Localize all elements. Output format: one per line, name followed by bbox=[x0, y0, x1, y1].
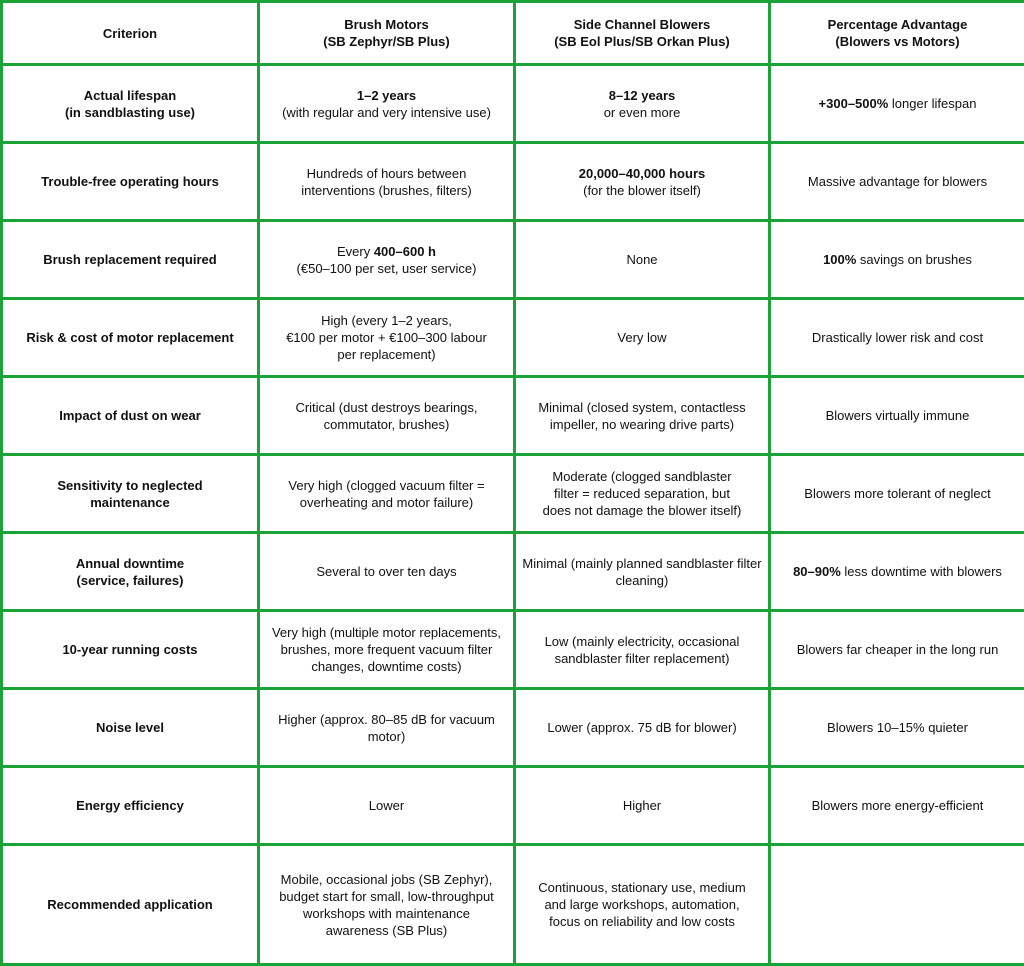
motors-maintenance: Very high (clogged vacuum filter = overheating and motor failure) bbox=[259, 455, 515, 533]
blowers-brushes: None bbox=[515, 221, 770, 299]
blowers-noise: Lower (approx. 75 dB for blower) bbox=[515, 689, 770, 767]
table-row bbox=[2, 689, 1024, 767]
advantage-downtime: 80–90% less downtime with blowers bbox=[770, 533, 1024, 611]
table-row bbox=[2, 455, 1024, 533]
criterion-application: Recommended application bbox=[2, 845, 259, 965]
table-row bbox=[2, 65, 1024, 143]
motors-downtime: Several to over ten days bbox=[259, 533, 515, 611]
header-brush-motors: Brush Motors (SB Zephyr/SB Plus) bbox=[259, 2, 515, 65]
header-side-channel-blowers: Side Channel Blowers (SB Eol Plus/SB Orkan Plus) bbox=[515, 2, 770, 65]
blowers-energy: Higher bbox=[515, 767, 770, 845]
header-percentage-advantage: Percentage Advantage (Blowers vs Motors) bbox=[770, 2, 1024, 65]
motors-hours: Hundreds of hours between interventions (brushes, filters) bbox=[259, 143, 515, 221]
motors-noise: Higher (approx. 80–85 dB for vacuum motor) bbox=[259, 689, 515, 767]
advantage-costs: Blowers far cheaper in the long run bbox=[770, 611, 1024, 689]
blowers-hours: 20,000–40,000 hours (for the blower itself) bbox=[515, 143, 770, 221]
table-row bbox=[2, 221, 1024, 299]
blowers-dust: Minimal (closed system, contactless impeller, no wearing drive parts) bbox=[515, 377, 770, 455]
header-row bbox=[2, 2, 1024, 65]
table-row bbox=[2, 377, 1024, 455]
table-row bbox=[2, 845, 1024, 965]
blowers-lifespan: 8–12 years or even more bbox=[515, 65, 770, 143]
blowers-maintenance: Moderate (clogged sandblaster filter = reduced separation, but does not damage the blower itself) bbox=[515, 455, 770, 533]
advantage-application bbox=[770, 845, 1024, 965]
criterion-noise: Noise level bbox=[2, 689, 259, 767]
advantage-dust: Blowers virtually immune bbox=[770, 377, 1024, 455]
blowers-risk: Very low bbox=[515, 299, 770, 377]
table-row bbox=[2, 533, 1024, 611]
advantage-maintenance: Blowers more tolerant of neglect bbox=[770, 455, 1024, 533]
table-row bbox=[2, 143, 1024, 221]
advantage-risk: Drastically lower risk and cost bbox=[770, 299, 1024, 377]
header-criterion: Criterion bbox=[2, 2, 259, 65]
motors-risk: High (every 1–2 years, €100 per motor + €100–300 labour per replacement) bbox=[259, 299, 515, 377]
blowers-application: Continuous, stationary use, medium and large workshops, automation, focus on reliability and low costs bbox=[515, 845, 770, 965]
advantage-energy: Blowers more energy-efficient bbox=[770, 767, 1024, 845]
advantage-brushes: 100% savings on brushes bbox=[770, 221, 1024, 299]
motors-costs: Very high (multiple motor replacements, brushes, more frequent vacuum filter changes, downtime costs) bbox=[259, 611, 515, 689]
advantage-noise: Blowers 10–15% quieter bbox=[770, 689, 1024, 767]
criterion-energy: Energy efficiency bbox=[2, 767, 259, 845]
criterion-downtime: Annual downtime (service, failures) bbox=[2, 533, 259, 611]
motors-application: Mobile, occasional jobs (SB Zephyr), budget start for small, low-throughput workshops with maintenance awareness (SB Plus) bbox=[259, 845, 515, 965]
table-row bbox=[2, 611, 1024, 689]
motors-lifespan: 1–2 years (with regular and very intensive use) bbox=[259, 65, 515, 143]
criterion-lifespan: Actual lifespan (in sandblasting use) bbox=[2, 65, 259, 143]
criterion-dust: Impact of dust on wear bbox=[2, 377, 259, 455]
motors-dust: Critical (dust destroys bearings, commutator, brushes) bbox=[259, 377, 515, 455]
blowers-costs: Low (mainly electricity, occasional sandblaster filter replacement) bbox=[515, 611, 770, 689]
advantage-hours: Massive advantage for blowers bbox=[770, 143, 1024, 221]
criterion-brushes: Brush replacement required bbox=[2, 221, 259, 299]
criterion-risk: Risk & cost of motor replacement bbox=[2, 299, 259, 377]
motors-brushes: Every 400–600 h (€50–100 per set, user service) bbox=[259, 221, 515, 299]
table-row bbox=[2, 299, 1024, 377]
blowers-downtime: Minimal (mainly planned sandblaster filter cleaning) bbox=[515, 533, 770, 611]
motors-energy: Lower bbox=[259, 767, 515, 845]
criterion-costs: 10-year running costs bbox=[2, 611, 259, 689]
criterion-maintenance: Sensitivity to neglected maintenance bbox=[2, 455, 259, 533]
table-row bbox=[2, 767, 1024, 845]
advantage-lifespan: +300–500% longer lifespan bbox=[770, 65, 1024, 143]
criterion-hours: Trouble-free operating hours bbox=[2, 143, 259, 221]
